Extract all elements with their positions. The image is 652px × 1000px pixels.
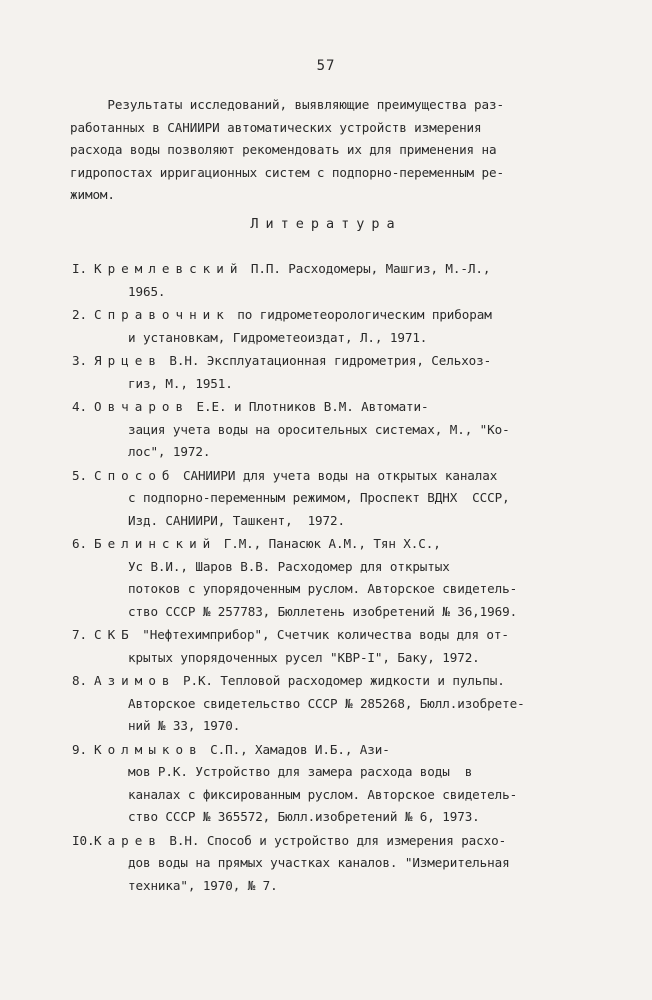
reference-continuation: ство СССР № 365572, Бюлл.изобретений № 6, 1973. <box>128 809 480 824</box>
reference-author: Овчаров <box>94 399 190 414</box>
reference-continuation: ство СССР № 257783, Бюллетень изобретений № 36,1969. <box>128 603 518 619</box>
reference-item <box>72 304 582 349</box>
intro-line: жимом. <box>70 187 115 202</box>
section-heading: Литература <box>250 216 402 232</box>
intro-line: Результаты исследований, выявляющие преимущества раз- <box>70 97 504 112</box>
reference-author: Колмыков <box>94 741 203 757</box>
reference-text: В.Н. Эксплуатационная гидрометрия, Сельхоз- <box>161 353 492 368</box>
reference-number: 6. <box>72 536 87 551</box>
reference-continuation: лос", 1972. <box>128 444 211 459</box>
intro-line: гидропостах ирригационных систем с подпорно-переменным ре- <box>70 164 504 180</box>
reference-number: 3. <box>72 353 87 368</box>
reference-text: П.П. Расходомеры, Машгиз, М.-Л., <box>243 261 491 276</box>
reference-item <box>72 739 582 829</box>
reference-item <box>72 830 582 898</box>
reference-author: СКБ <box>94 627 135 642</box>
reference-first-line <box>72 533 582 556</box>
reference-continuation: Авторское свидетельство СССР № 285268, Бюлл.изобрете- <box>128 695 525 711</box>
reference-text: по гидрометеорологическим приборам <box>229 307 492 322</box>
reference-continuation: гиз, М., 1951. <box>128 375 233 391</box>
reference-number: 5. <box>72 467 87 483</box>
reference-continuation: Ус В.И., Шаров В.В. Расходомер для открытых <box>128 558 450 574</box>
reference-number: I0. <box>72 832 95 848</box>
reference-first-line <box>72 830 582 853</box>
reference-text: "Нефтехимприбор", Счетчик количества воды для от- <box>134 627 509 642</box>
reference-first-line <box>72 258 582 281</box>
reference-author: Кремлевский <box>94 261 244 276</box>
reference-number: 2. <box>72 307 87 322</box>
reference-number: 4. <box>72 399 87 414</box>
reference-author: Карев <box>94 832 162 848</box>
reference-first-line <box>72 465 582 488</box>
reference-text: В.Н. Способ и устройство для измерения расхо- <box>161 832 507 848</box>
reference-continuation: с подпорно-переменным режимом, Проспект ВДНХ СССР, <box>128 490 510 505</box>
reference-continuation: и установкам, Гидрометеоиздат, Л., 1971. <box>128 329 428 345</box>
reference-author: Справочник <box>94 307 230 322</box>
reference-continuation: дов воды на прямых участках каналов. "Измерительная <box>128 855 510 870</box>
reference-author: Азимов <box>94 673 176 688</box>
reference-continuation: ний № 33, 1970. <box>128 718 241 733</box>
reference-first-line <box>72 624 582 647</box>
reference-number: 7. <box>72 627 87 642</box>
reference-continuation: потоков с упорядоченным руслом. Авторское свидетель- <box>128 581 518 596</box>
reference-text: Е.Е. и Плотников В.М. Автомати- <box>189 399 429 414</box>
reference-continuation: каналах с фиксированным руслом. Авторское свидетель- <box>128 786 518 802</box>
reference-number: I. <box>72 261 87 276</box>
page-number: 57 <box>316 58 336 74</box>
reference-text: САНИИРИ для учета воды на открытых каналах <box>175 467 498 483</box>
reference-continuation: техника", 1970, № 7. <box>128 877 278 893</box>
reference-first-line <box>72 350 582 373</box>
reference-first-line <box>72 670 582 693</box>
reference-item <box>72 624 582 669</box>
reference-item <box>72 670 582 738</box>
reference-list <box>72 258 582 898</box>
reference-first-line <box>72 396 582 419</box>
reference-text: Р.К. Тепловой расходомер жидкости и пульпы. <box>175 673 505 688</box>
reference-author: Белинский <box>94 536 217 551</box>
intro-line: работанных в САНИИРИ автоматических устройств измерения <box>70 119 482 135</box>
reference-continuation: мов Р.К. Устройство для замера расхода воды в <box>128 764 473 779</box>
reference-text: Г.М., Панасюк А.М., Тян Х.С., <box>216 536 441 551</box>
reference-item <box>72 465 582 533</box>
reference-item <box>72 396 582 464</box>
reference-continuation: 1965. <box>128 283 166 299</box>
reference-item <box>72 350 582 395</box>
reference-continuation: крытых упорядоченных русел "КВР-I", Баку, 1972. <box>128 649 480 665</box>
intro-paragraph <box>70 94 570 207</box>
reference-number: 8. <box>72 673 87 688</box>
reference-author: Ярцев <box>94 353 162 368</box>
reference-first-line <box>72 304 582 327</box>
reference-item <box>72 258 582 303</box>
reference-number: 9. <box>72 741 87 757</box>
reference-continuation: зация учета воды на оросительных системах, М., "Ко- <box>128 421 510 437</box>
intro-line: расхода воды позволяют рекомендовать их для применения на <box>70 142 497 157</box>
reference-first-line <box>72 739 582 762</box>
reference-continuation: Изд. САНИИРИ, Ташкент, 1972. <box>128 512 345 528</box>
reference-item <box>72 533 582 623</box>
reference-author: Способ <box>94 467 176 483</box>
reference-text: С.П., Хамадов И.Б., Ази- <box>202 741 390 757</box>
